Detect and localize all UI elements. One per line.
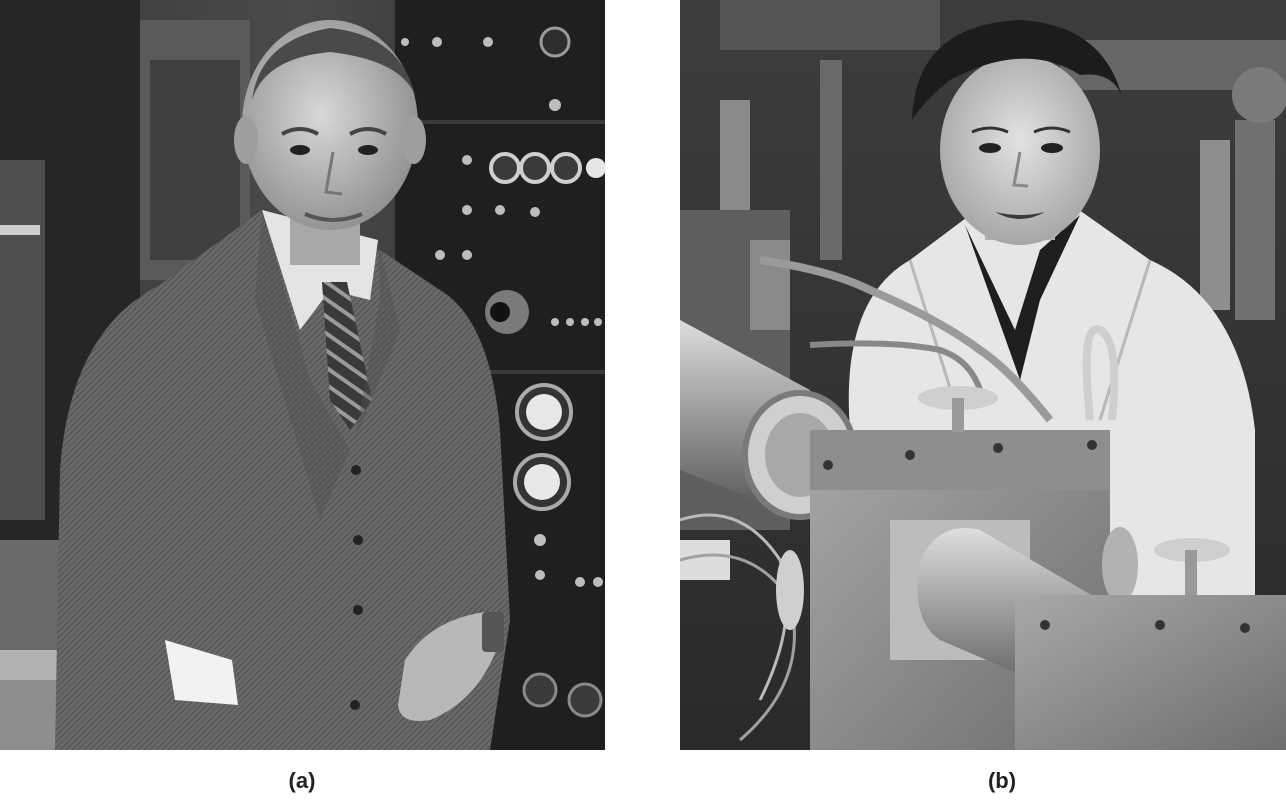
photo-a-illustration xyxy=(0,0,605,750)
photo-panel-b xyxy=(680,0,1286,750)
photo-panel-a xyxy=(0,0,605,750)
caption-b: (b) xyxy=(987,768,1017,793)
caption-a: (a) xyxy=(288,768,316,793)
photo-b-illustration xyxy=(680,0,1286,750)
